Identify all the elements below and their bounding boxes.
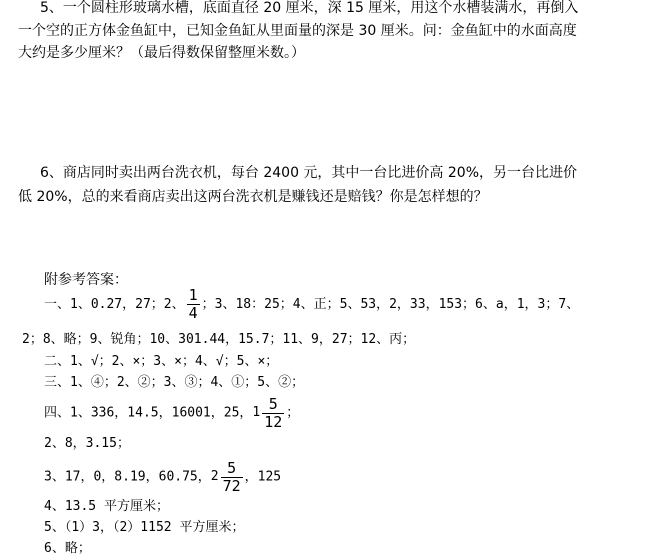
answer-four-line3-before: 3、17，0，8.19，60.75， [44,469,211,485]
answer-three: 三、1、④；2、②；3、③；4、①；5、②； [44,375,305,390]
fraction-five-seventy-seconds [221,460,243,495]
answer-item5: 5、（1）3，（2）1152 平方厘米； [44,520,245,535]
mixed-number-whole: 1 [252,405,261,420]
fraction-numerator: 5 [227,458,237,477]
fraction-numerator: 1 [188,286,198,304]
problem6-line2: 低 20%，总的来看商店卖出这两台洗衣机是赚钱还是赔钱？你是怎样想的？ [18,189,488,205]
answer-four-after: ； [286,405,300,421]
problem6-line1: 6、商店同时卖出两台洗衣机，每台 2400 元，其中一台比进价高 20%，另一台比进价 [40,165,578,181]
fraction-one-quarter [187,287,200,322]
answer-item4: 4、13.5 平方厘米； [44,499,169,514]
fraction-numerator: 5 [268,394,278,413]
answer-item6: 6、略； [44,541,91,556]
problem5-line3: 大约是多少厘米？（最后得数保留整厘米数。） [18,45,305,61]
problem5-line1: 5、一个圆柱形玻璃水槽，底面直径 20 厘米，深 15 厘米，用这个水槽装满水，再倒入 [40,0,579,16]
fraction-five-twelfths [262,396,284,431]
answer-one-line2: 2；8、略；9、锐角；10、301.44，15.7；11、9，27；12、丙； [22,332,416,347]
answer-one-before: 一、1、0.27，27；2、 [44,297,185,312]
answer-one-line1 [44,286,579,324]
answer-four-before: 四、1、336，14.5，16001，25， [44,405,253,421]
answer-four-line3 [44,457,281,498]
answer-four-line1 [44,392,299,435]
mixed-number-whole: 2 [210,469,219,484]
fraction-denominator: 72 [222,476,241,495]
fraction-denominator: 12 [264,412,283,431]
answer-one-after: ；3、18：25；4、正；5、53，2，33，153；6、a，1，3；7、 [201,297,580,312]
answers-title: 附参考答案： [44,272,128,288]
answer-four-line3-after: ，125 [244,469,282,485]
answer-two: 二、1、√；2、×；3、×；4、√；5、×； [44,354,279,369]
answer-four-line2: 2、8，3.15； [44,436,130,451]
fraction-denominator: 4 [188,304,198,322]
problem5-line2: 一个空的正方体金鱼缸中，已知金鱼缸从里面量的深是 30 厘米。问：金鱼缸中的水面高度 [18,23,577,39]
